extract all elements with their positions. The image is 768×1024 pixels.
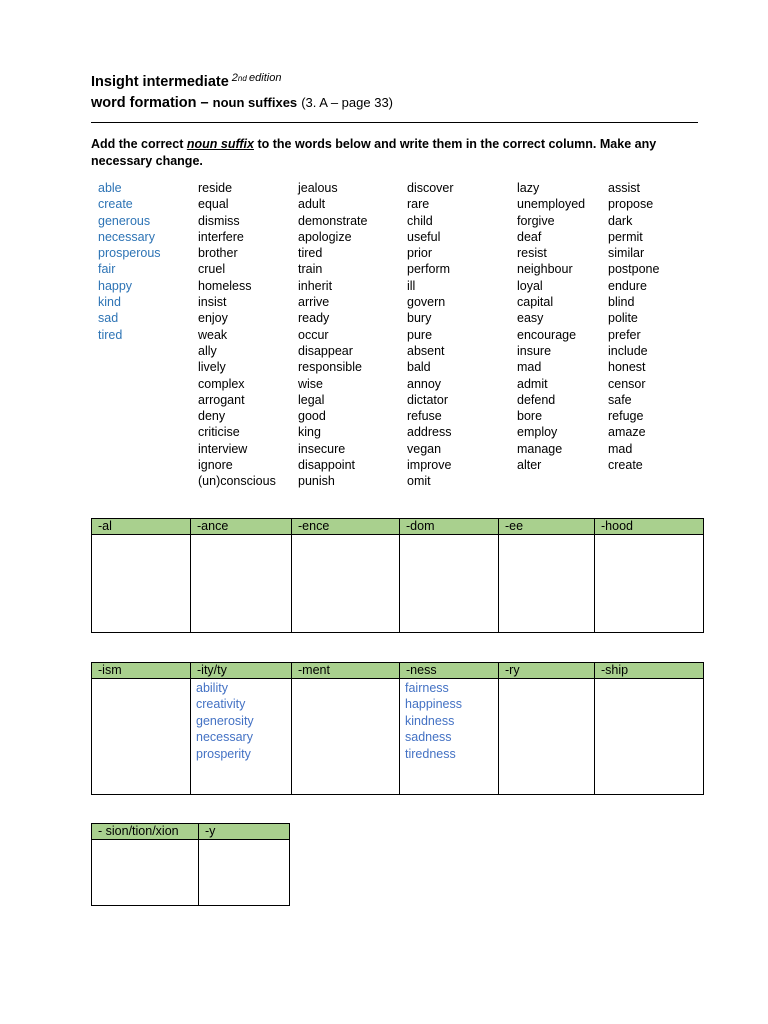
word-item: admit: [517, 376, 548, 391]
word-item: prefer: [608, 327, 641, 342]
word-item: include: [608, 343, 648, 358]
answer-word: kindness: [405, 713, 455, 728]
word-item: endure: [608, 278, 647, 293]
word-item: prosperous: [98, 246, 161, 261]
word-item: bore: [517, 409, 543, 424]
suffix-header: -al: [92, 519, 191, 535]
word-item: employ: [517, 425, 558, 440]
word-item: lazy: [517, 181, 540, 195]
word-item: fair: [98, 262, 116, 277]
word-item: deaf: [517, 229, 542, 244]
word-item: capital: [517, 295, 554, 310]
suffix-header: - sion/tion/xion: [92, 824, 199, 840]
word-item: tired: [98, 327, 123, 342]
word-item: ally: [198, 343, 217, 358]
word-item: ready: [298, 311, 330, 326]
word-item: complex: [198, 376, 245, 391]
word-item: manage: [517, 441, 563, 456]
answer-cell[interactable]: [499, 679, 595, 795]
word-item: insecure: [298, 441, 346, 456]
word-item: safe: [608, 392, 632, 407]
word-item: polite: [608, 311, 638, 326]
answer-cell[interactable]: [400, 535, 499, 633]
suffix-table-3: [91, 823, 290, 906]
word-item: create: [608, 458, 643, 473]
word-item: sad: [98, 311, 119, 326]
word-item: postpone: [608, 262, 660, 277]
suffix-header: -ance: [191, 519, 292, 535]
answer-cell[interactable]: [400, 679, 499, 795]
word-item: homeless: [198, 278, 252, 293]
word-column-3: [298, 180, 367, 490]
word-item: blind: [608, 295, 635, 310]
word-item: occur: [298, 327, 329, 342]
word-item: mad: [517, 360, 542, 375]
suffix-header: -ness: [400, 663, 499, 679]
word-item: disappoint: [298, 458, 355, 473]
answer-cell[interactable]: [92, 840, 199, 906]
answer-cell[interactable]: [292, 679, 400, 795]
word-item: discover: [407, 181, 454, 195]
word-item: pure: [407, 327, 433, 342]
answer-cell[interactable]: [92, 535, 191, 633]
word-item: tired: [298, 246, 323, 261]
word-item: encourage: [517, 327, 577, 342]
word-item: equal: [198, 197, 229, 212]
word-item: insist: [198, 295, 227, 310]
word-item: neighbour: [517, 262, 573, 277]
answer-cell[interactable]: [191, 535, 292, 633]
word-item: perform: [407, 262, 451, 277]
word-item: similar: [608, 246, 645, 261]
word-item: prior: [407, 246, 433, 261]
word-item: dictator: [407, 392, 448, 407]
word-column-4: [407, 180, 454, 490]
suffix-header: -ity/ty: [191, 663, 292, 679]
word-item: generous: [98, 213, 151, 228]
suffix-header: -ence: [292, 519, 400, 535]
word-item: easy: [517, 311, 544, 326]
word-item: necessary: [98, 229, 155, 244]
word-item: annoy: [407, 376, 442, 391]
word-item: useful: [407, 229, 441, 244]
word-item: reside: [198, 181, 233, 195]
word-item: arrive: [298, 295, 330, 310]
word-item: lively: [198, 360, 226, 375]
word-item: address: [407, 425, 452, 440]
word-column-2: [198, 180, 276, 490]
word-item: ignore: [198, 458, 233, 473]
answer-word: prosperity: [196, 746, 251, 761]
answer-cell[interactable]: [499, 535, 595, 633]
word-item: assist: [608, 181, 640, 195]
word-item: arrogant: [198, 392, 245, 407]
word-item: legal: [298, 392, 325, 407]
word-item: child: [407, 213, 433, 228]
word-item: wise: [298, 376, 324, 391]
subtitle-main: word formation –: [91, 95, 209, 111]
word-column-5: [517, 180, 585, 473]
suffix-header: -hood: [595, 519, 704, 535]
word-item: able: [98, 181, 122, 195]
answer-cell[interactable]: [199, 840, 290, 906]
word-item: govern: [407, 295, 446, 310]
instruction-emphasis: noun suffix: [186, 137, 254, 151]
book-title: Insight intermediate: [91, 74, 229, 90]
word-item: train: [298, 262, 323, 277]
word-item: unemployed: [517, 197, 586, 212]
word-item: alter: [517, 458, 542, 473]
answer-cell[interactable]: [595, 535, 704, 633]
word-item: mad: [608, 441, 633, 456]
suffix-header: -ism: [92, 663, 191, 679]
word-item: kind: [98, 295, 121, 310]
answer-word: fairness: [405, 681, 449, 695]
subtitle-suffix: noun suffixes: [212, 95, 298, 110]
word-column-examples: [98, 180, 161, 343]
answer-word: necessary: [196, 730, 253, 745]
word-item: dark: [608, 213, 633, 228]
suffix-table-1: [91, 518, 704, 633]
suffix-header: -y: [199, 824, 290, 840]
word-column-6: [608, 180, 659, 473]
word-item: permit: [608, 229, 643, 244]
word-item: weak: [198, 327, 228, 342]
word-item: enjoy: [198, 311, 228, 326]
suffix-header: -ry: [499, 663, 595, 679]
worksheet-title: [91, 69, 711, 92]
word-item: interfere: [198, 229, 244, 244]
word-item: punish: [298, 474, 335, 489]
answer-cell[interactable]: [292, 535, 400, 633]
word-item: bury: [407, 311, 432, 326]
word-item: defend: [517, 392, 556, 407]
word-item: apologize: [298, 229, 352, 244]
word-item: forgive: [517, 213, 555, 228]
word-item: bald: [407, 360, 431, 375]
word-item: interview: [198, 441, 248, 456]
word-item: disappear: [298, 343, 353, 358]
word-item: demonstrate: [298, 213, 368, 228]
subtitle-reference: (3. A – page 33): [301, 95, 393, 110]
word-item: deny: [198, 409, 226, 424]
word-item: adult: [298, 197, 326, 212]
instruction-text: Add the correct noun suffix to the words below and write them in the correct column. Make any necessary change.: [91, 137, 657, 168]
word-item: inherit: [298, 278, 333, 293]
answer-word: creativity: [196, 697, 246, 712]
word-item: censor: [608, 376, 646, 391]
word-item: insure: [517, 343, 552, 358]
word-item: refuge: [608, 409, 644, 424]
word-item: responsible: [298, 360, 362, 375]
answer-word: sadness: [405, 730, 452, 745]
word-item: create: [98, 197, 133, 212]
word-item: good: [298, 409, 326, 424]
word-item: omit: [407, 474, 431, 489]
word-item: (un)conscious: [198, 474, 276, 489]
answer-cell[interactable]: [595, 679, 704, 795]
word-item: honest: [608, 360, 646, 375]
answer-cell[interactable]: [92, 679, 191, 795]
answer-word: ability: [196, 681, 228, 695]
word-item: cruel: [198, 262, 226, 277]
word-item: rare: [407, 197, 430, 212]
word-item: loyal: [517, 278, 543, 293]
word-item: ill: [407, 278, 416, 293]
suffix-table-2: [91, 662, 704, 795]
word-item: vegan: [407, 441, 442, 456]
word-item: happy: [98, 278, 133, 293]
word-item: improve: [407, 458, 452, 473]
answer-word: generosity: [196, 713, 254, 728]
word-item: jealous: [298, 181, 338, 195]
word-item: absent: [407, 343, 445, 358]
answer-cell[interactable]: [191, 679, 292, 795]
answer-word: tiredness: [405, 746, 456, 761]
suffix-header: -ship: [595, 663, 704, 679]
edition-label: 2nd edition: [231, 72, 282, 84]
word-item: resist: [517, 246, 547, 261]
suffix-header: -dom: [400, 519, 499, 535]
word-item: criticise: [198, 425, 240, 440]
word-item: king: [298, 425, 321, 440]
worksheet-header: [91, 69, 711, 113]
word-item: brother: [198, 246, 238, 261]
suffix-header: -ee: [499, 519, 595, 535]
worksheet-subtitle: [91, 93, 711, 113]
word-item: propose: [608, 197, 654, 212]
word-item: amaze: [608, 425, 646, 440]
word-item: refuse: [407, 409, 442, 424]
suffix-header: -ment: [292, 663, 400, 679]
answer-word: happiness: [405, 697, 462, 712]
header-divider: [91, 122, 698, 123]
word-item: dismiss: [198, 213, 240, 228]
